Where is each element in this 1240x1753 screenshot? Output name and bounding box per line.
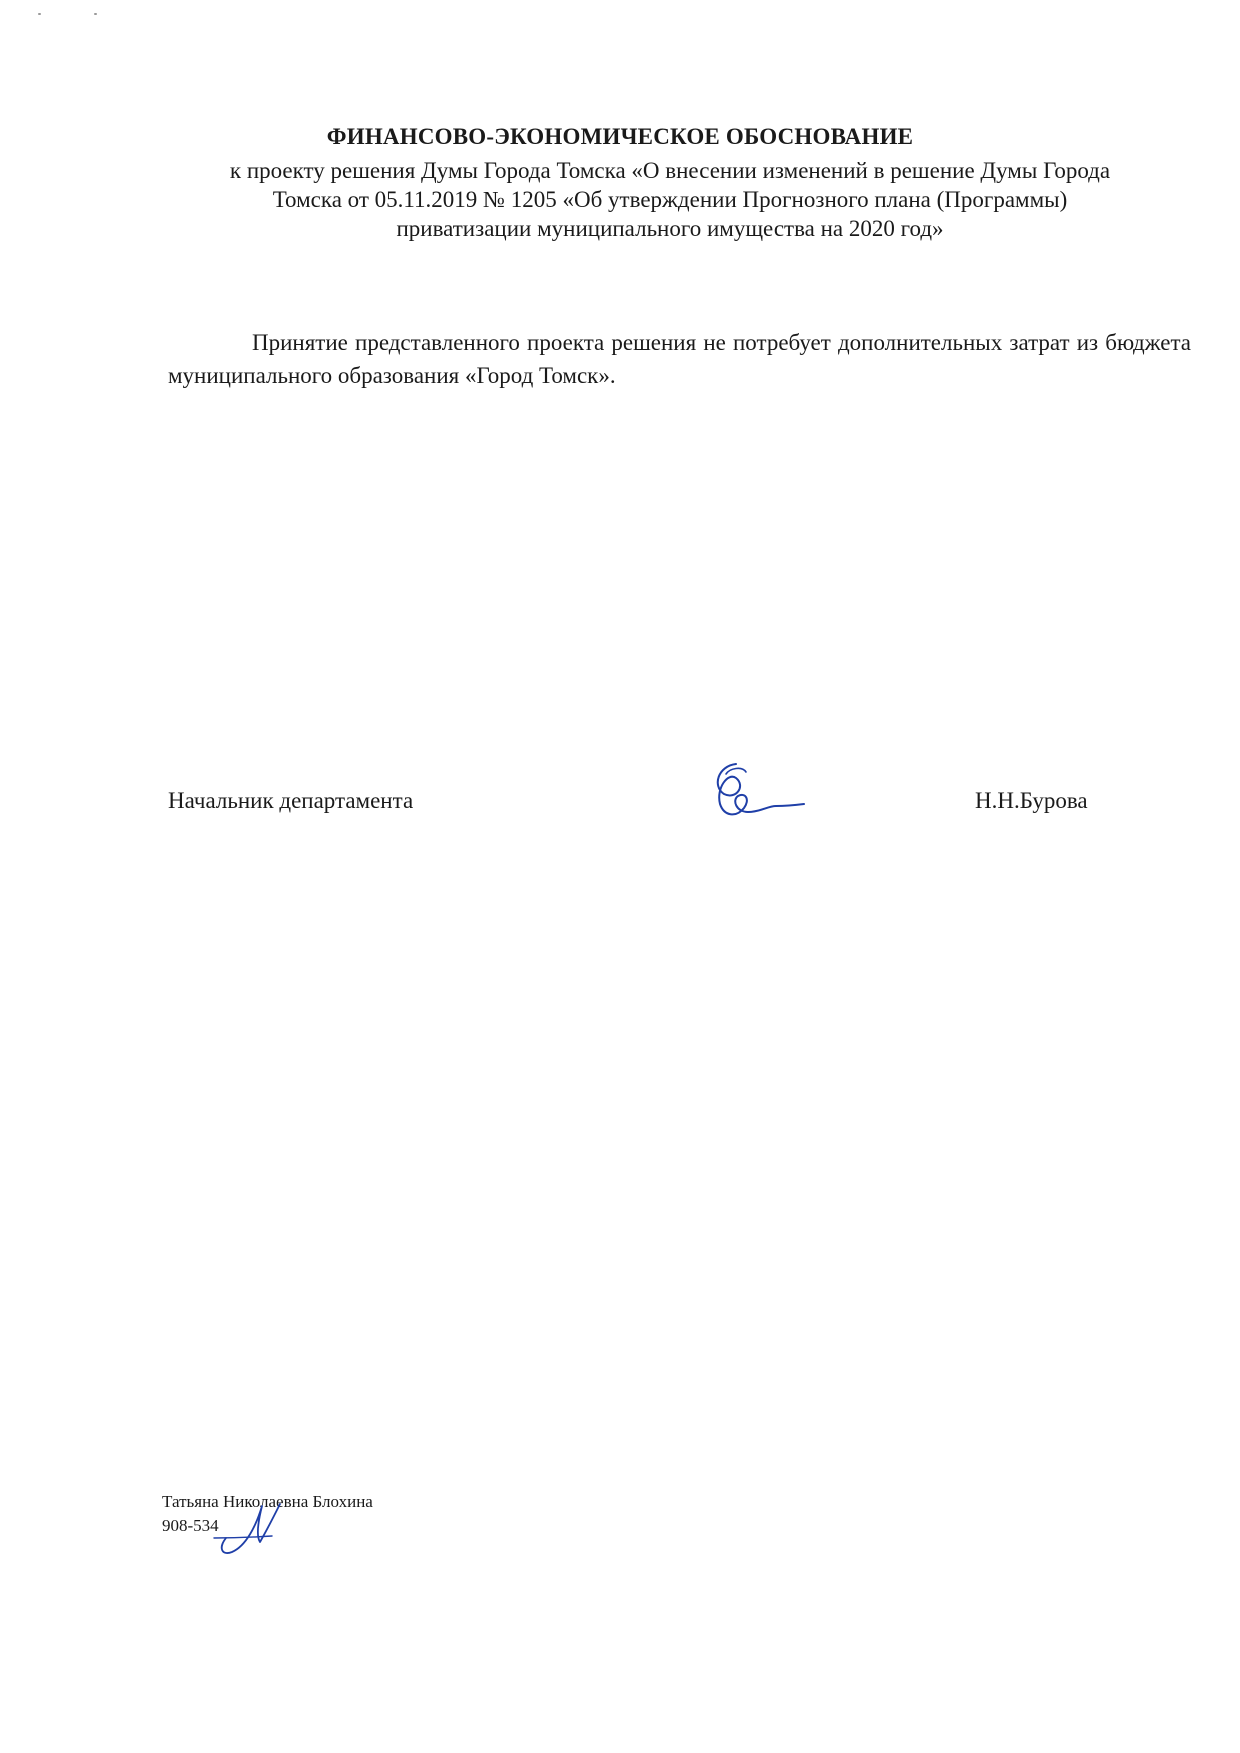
scan-speck [38,13,41,15]
signer-position: Начальник департамента [168,788,414,813]
body-paragraph: Принятие представленного проекта решения не потребует дополнительных затрат из бюджета муниципального образования «Город Томск». [168,330,1191,388]
executor-phone: 908-534 [162,1516,219,1535]
handwritten-signature-icon [706,756,806,826]
executor-name: Татьяна Николаевна Блохина [162,1492,373,1511]
subtitle-line: Томска от 05.11.2019 № 1205 «Об утверждении Прогнозного плана (Программы) [272,187,1068,212]
subtitle-line: к проекту решения Думы Города Томска «О внесении изменений в решение Думы Города [229,158,1111,183]
handwritten-initials-icon [212,1498,292,1558]
document-subtitle [170,156,1170,243]
document-title: ФИНАНСОВО-ЭКОНОМИЧЕСКОЕ ОБОСНОВАНИЕ [326,124,914,149]
signer-name: Н.Н.Бурова [975,788,1088,813]
scan-speck [94,13,97,15]
subtitle-line: приватизации муниципального имущества на 2020 год» [396,216,944,241]
